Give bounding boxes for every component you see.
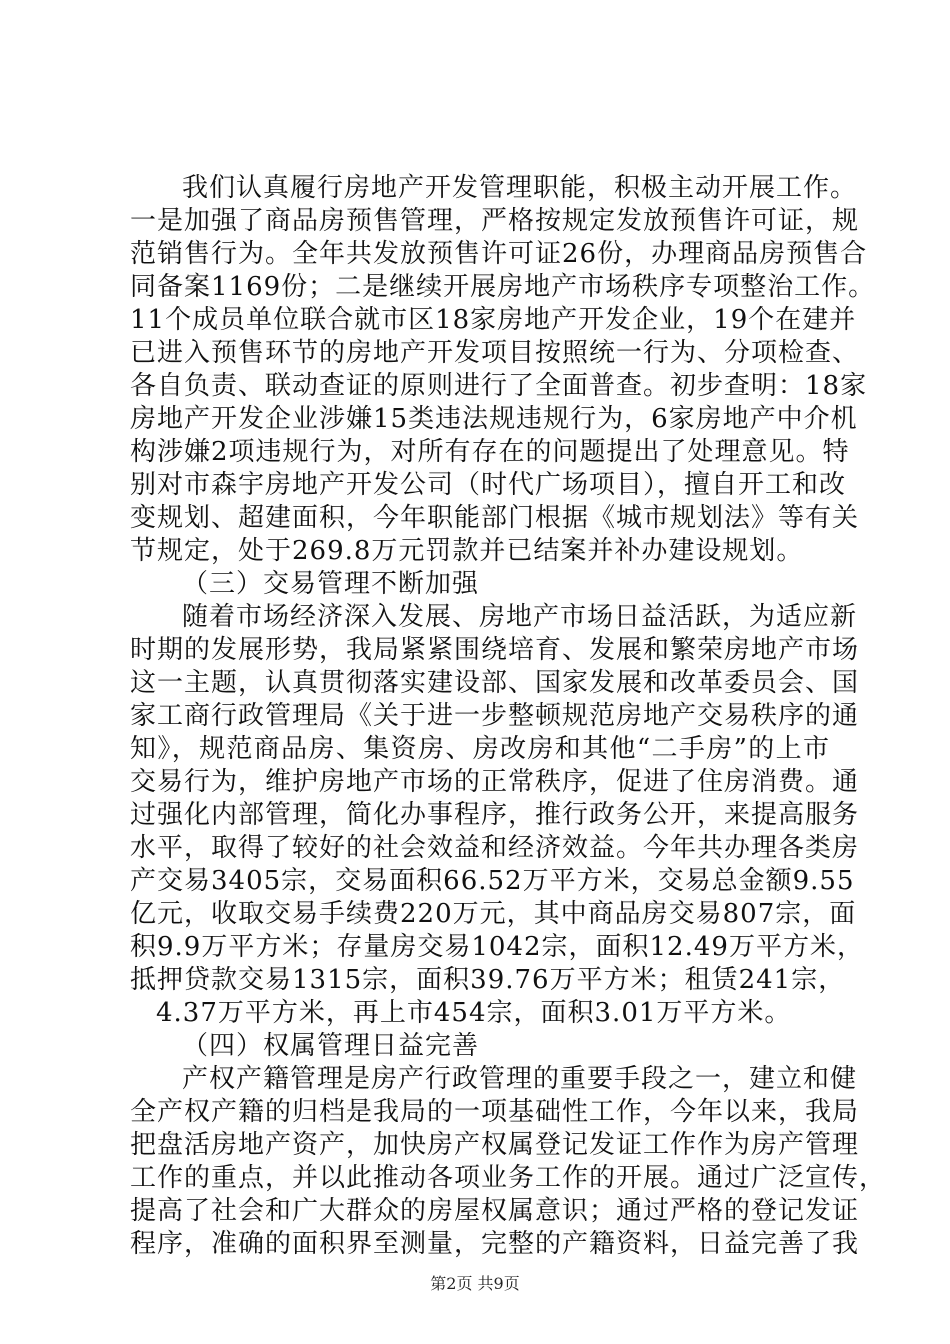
- text-line: 产权产籍管理是房产行政管理的重要手段之一，建立和健: [182, 1064, 858, 1094]
- text-line: 积9.9万平方米；存量房交易1042宗，面积12.49万平方米，: [130, 932, 864, 962]
- text-line: 各自负责、联动查证的原则进行了全面普查。初步查明：18家: [130, 371, 868, 401]
- text-line: 家工商行政管理局《关于进一步整顿规范房地产交易秩序的通: [130, 701, 860, 731]
- text-line: 程序，准确的面积界至测量，完整的产籍资料，日益完善了我: [130, 1229, 860, 1259]
- text-line: 已进入预售环节的房地产开发项目按照统一行为、分项检查、: [130, 338, 860, 368]
- document-body: [130, 172, 887, 1261]
- text-line: 交易行为，维护房地产市场的正常秩序，促进了住房消费。通: [130, 767, 860, 797]
- text-line: 变规划、超建面积，今年职能部门根据《城市规划法》等有关: [130, 503, 860, 533]
- text-line: 范销售行为。全年共发放预售许可证26份，办理商品房预售合: [130, 239, 868, 269]
- section-heading: （四）权属管理日益完善: [182, 1031, 480, 1061]
- text-line: 过强化内部管理，简化办事程序，推行政务公开，来提高服务: [130, 800, 860, 830]
- text-line: 随着市场经济深入发展、房地产市场日益活跃，为适应新: [182, 602, 858, 632]
- text-line: 4.37万平方米，再上市454宗，面积3.01万平方米。: [156, 998, 792, 1028]
- text-line: 我们认真履行房地产开发管理职能，积极主动开展工作。: [182, 173, 858, 203]
- text-line: 提高了社会和广大群众的房屋权属意识；通过严格的登记发证: [130, 1196, 860, 1226]
- text-line: 产交易3405宗，交易面积66.52万平方米，交易总金额9.55: [130, 866, 855, 896]
- text-line: 知》，规范商品房、集资房、房改房和其他“二手房”的上市: [130, 734, 830, 764]
- text-line: 工作的重点，并以此推动各项业务工作的开展。通过广泛宣传，: [130, 1163, 887, 1193]
- text-line: 11个成员单位联合就市区18家房地产开发企业，19个在建并: [130, 305, 857, 335]
- text-line: 别对市森宇房地产开发公司（时代广场项目），擅自开工和改: [130, 470, 847, 500]
- text-line: 构涉嫌2项违规行为，对所有存在的问题提出了处理意见。特: [130, 437, 850, 467]
- text-line: 时期的发展形势，我局紧紧围绕培育、发展和繁荣房地产市场: [130, 635, 860, 665]
- section-heading: （三）交易管理不断加强: [182, 569, 480, 599]
- text-line: 同备案1169份；二是继续开展房地产市场秩序专项整治工作。: [130, 272, 876, 302]
- text-line: 把盘活房地产资产，加快房产权属登记发证工作作为房产管理: [130, 1130, 860, 1160]
- text-line: 节规定，处于269.8万元罚款并已结案并补办建设规划。: [130, 536, 804, 566]
- text-line: 一是加强了商品房预售管理，严格按规定发放预售许可证，规: [130, 206, 860, 236]
- text-line: 全产权产籍的归档是我局的一项基础性工作，今年以来，我局: [130, 1097, 860, 1127]
- page-number-footer: 第2页 共9页: [430, 1274, 520, 1293]
- text-line: 这一主题，认真贯彻落实建设部、国家发展和改革委员会、国: [130, 668, 860, 698]
- text-line: 抵押贷款交易1315宗，面积39.76万平方米；租赁241宗，: [130, 965, 846, 995]
- text-line: 房地产开发企业涉嫌15类违法规违规行为，6家房地产中介机: [130, 404, 858, 434]
- text-line: 亿元，收取交易手续费220万元，其中商品房交易807宗，面: [130, 899, 857, 929]
- text-line: 水平，取得了较好的社会效益和经济效益。今年共办理各类房: [130, 833, 860, 863]
